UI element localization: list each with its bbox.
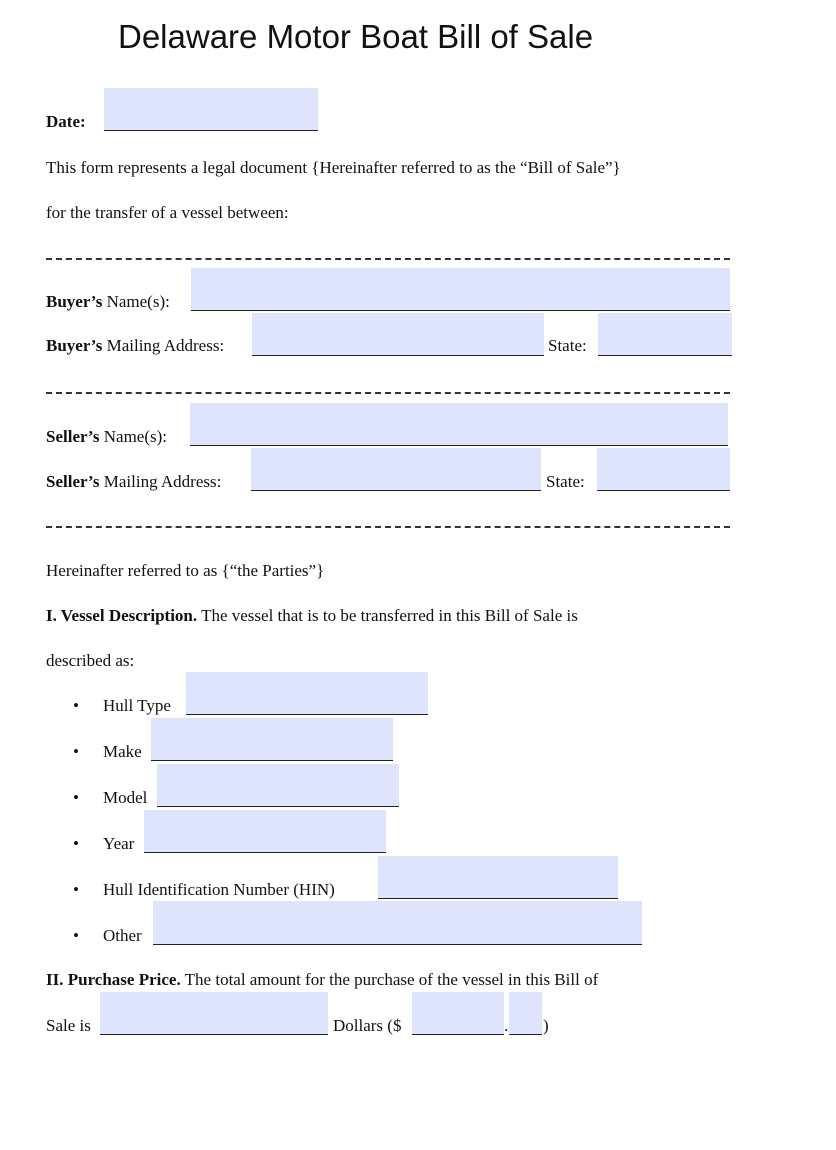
year-label: Year — [103, 834, 135, 853]
section-1-line-1 — [46, 606, 578, 626]
divider-1 — [46, 258, 730, 260]
make-label: Make — [103, 742, 142, 761]
price-words-field[interactable] — [100, 992, 328, 1035]
seller-name-label-rest: Name(s): — [99, 427, 168, 446]
make-field[interactable] — [151, 718, 393, 761]
parties-text: Hereinafter referred to as {“the Parties”} — [46, 561, 325, 580]
divider-2 — [46, 392, 730, 394]
decimal-point: . — [504, 1016, 509, 1035]
section-1-heading: I. Vessel Description. — [46, 606, 198, 625]
bullet: • — [73, 696, 79, 715]
hull-type-field[interactable] — [186, 672, 428, 715]
close-paren: ) — [543, 1016, 549, 1035]
intro-line-2: for the transfer of a vessel between: — [46, 203, 289, 222]
hin-field[interactable] — [378, 856, 618, 899]
seller-address-label-bold: Seller’s — [46, 472, 100, 491]
divider-3 — [46, 526, 730, 528]
buyer-state-label: State: — [548, 336, 587, 355]
buyer-name-label-rest: Name(s): — [102, 292, 170, 311]
document-title: Delaware Motor Boat Bill of Sale — [118, 18, 594, 55]
model-label: Model — [103, 788, 148, 807]
date-field[interactable] — [104, 88, 318, 131]
seller-name-label — [46, 427, 167, 447]
year-field[interactable] — [144, 810, 386, 853]
seller-state-label: State: — [546, 472, 585, 491]
seller-address-field[interactable] — [251, 448, 541, 491]
buyer-name-label — [46, 292, 170, 312]
section-1-line-2: described as: — [46, 651, 135, 670]
seller-name-label-bold: Seller’s — [46, 427, 100, 446]
buyer-address-label-bold: Buyer’s — [46, 336, 103, 355]
buyer-name-label-bold: Buyer’s — [46, 292, 103, 311]
date-label: Date: — [46, 112, 86, 131]
model-field[interactable] — [157, 764, 399, 807]
buyer-name-field[interactable] — [191, 268, 730, 311]
seller-address-label-rest: Mailing Address: — [99, 472, 222, 491]
bullet: • — [73, 926, 79, 945]
section-2-line-1 — [46, 970, 598, 990]
bullet: • — [73, 834, 79, 853]
bullet: • — [73, 788, 79, 807]
seller-address-label — [46, 472, 221, 492]
section-2-text: The total amount for the purchase of the vessel in this Bill of — [180, 970, 599, 989]
section-1-text: The vessel that is to be transferred in this Bill of Sale is — [197, 606, 578, 625]
intro-line-1: This form represents a legal document {Hereinafter referred to as the “Bill of Sale”} — [46, 158, 621, 177]
buyer-address-label-rest: Mailing Address: — [102, 336, 225, 355]
bullet: • — [73, 880, 79, 899]
other-label: Other — [103, 926, 142, 945]
price-cents-field[interactable] — [509, 992, 542, 1035]
dollars-label: Dollars ($ — [333, 1016, 402, 1035]
section-2-heading: II. Purchase Price. — [46, 970, 181, 989]
other-field[interactable] — [153, 901, 642, 945]
sale-is-label: Sale is — [46, 1016, 91, 1035]
bullet: • — [73, 742, 79, 761]
price-dollars-field[interactable] — [412, 992, 504, 1035]
buyer-address-field[interactable] — [252, 313, 544, 356]
buyer-state-field[interactable] — [598, 313, 732, 356]
hin-label: Hull Identification Number (HIN) — [103, 880, 335, 899]
seller-name-field[interactable] — [190, 403, 728, 446]
hull-type-label: Hull Type — [103, 696, 171, 715]
seller-state-field[interactable] — [597, 448, 730, 491]
buyer-address-label — [46, 336, 224, 356]
